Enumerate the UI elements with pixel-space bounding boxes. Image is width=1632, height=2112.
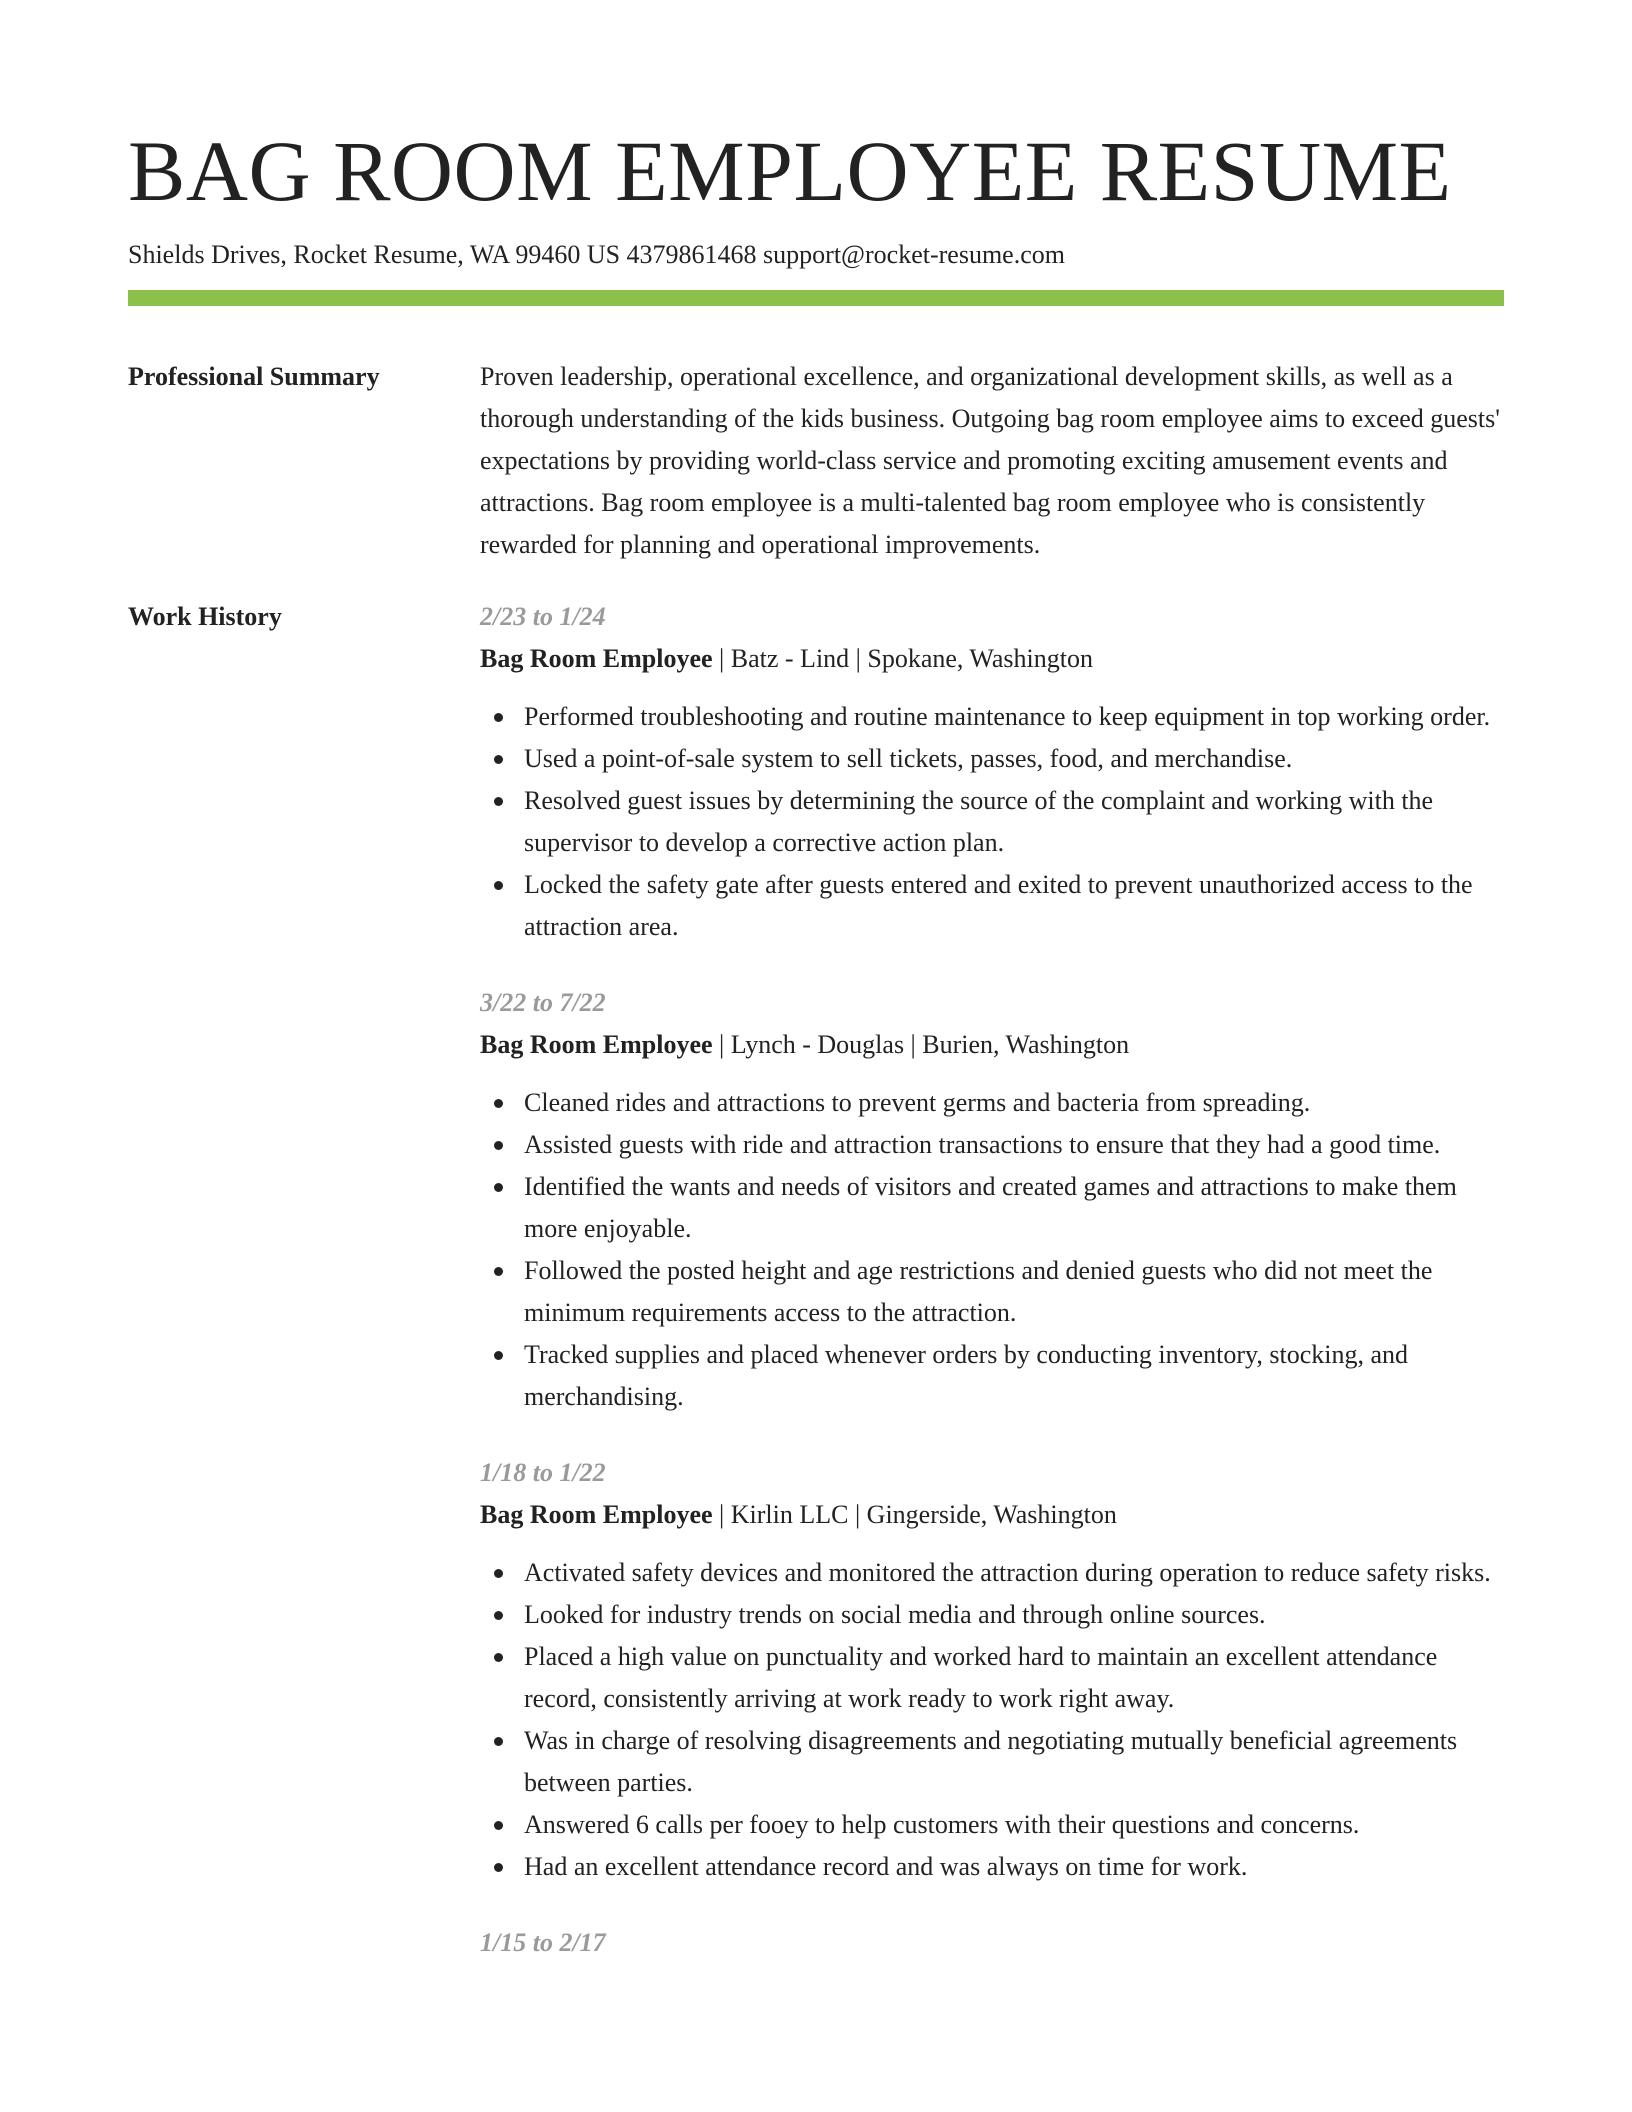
job-heading xyxy=(480,638,1504,680)
job-entry xyxy=(480,982,1504,1418)
bullet-dot-icon xyxy=(494,1099,503,1108)
bullet-text: Followed the posted height and age restrictions and denied guests who did not meet the minimum requirements access to the attraction. xyxy=(524,1256,1433,1327)
bullet-item xyxy=(480,1124,1504,1166)
bullet-item xyxy=(480,1846,1504,1888)
bullet-text: Performed troubleshooting and routine maintenance to keep equipment in top working order. xyxy=(524,702,1491,731)
bullet-item xyxy=(480,1552,1504,1594)
job-bullets xyxy=(480,1552,1504,1888)
bullet-text: Looked for industry trends on social media and through online sources. xyxy=(524,1600,1266,1629)
bullet-text: Was in charge of resolving disagreements and negotiating mutually beneficial agreements between parties. xyxy=(524,1726,1458,1797)
summary-text: Proven leadership, operational excellence, and organizational development skills, as well as a thorough understanding of the kids business. Outgoing bag room employee aims to exceed guests' expectations by providing world-class service and promoting exciting amusement events and attractions. Bag room employee is a multi-talented bag room employee who is consistently rewarded for planning and operational improvements. xyxy=(480,362,1500,559)
bullet-text: Used a point-of-sale system to sell tickets, passes, food, and merchandise. xyxy=(524,744,1293,773)
bullet-dot-icon xyxy=(494,1863,503,1872)
bullet-text: Cleaned rides and attractions to prevent germs and bacteria from spreading. xyxy=(524,1088,1311,1117)
bullet-item xyxy=(480,1804,1504,1846)
bullet-dot-icon xyxy=(494,1183,503,1192)
bullet-dot-icon xyxy=(494,1737,503,1746)
bullet-text: Locked the safety gate after guests entered and exited to prevent unauthorized access to the attraction area. xyxy=(524,870,1473,941)
bullet-item xyxy=(480,1250,1504,1334)
bullet-item xyxy=(480,780,1504,864)
job-details: | Kirlin LLC | Gingerside, Washington xyxy=(712,1500,1117,1529)
section-label-summary: Professional Summary xyxy=(128,362,380,391)
bullet-item xyxy=(480,738,1504,780)
bullet-item xyxy=(480,1594,1504,1636)
job-details: | Batz - Lind | Spokane, Washington xyxy=(712,644,1093,673)
bullet-item xyxy=(480,696,1504,738)
job-dates: 3/22 to 7/22 xyxy=(480,988,606,1017)
bullet-text: Assisted guests with ride and attraction transactions to ensure that they had a good time. xyxy=(524,1130,1441,1159)
job-details: | Lynch - Douglas | Burien, Washington xyxy=(712,1030,1130,1059)
bullet-item xyxy=(480,1166,1504,1250)
bullet-dot-icon xyxy=(494,1611,503,1620)
bullet-text: Had an excellent attendance record and was always on time for work. xyxy=(524,1852,1248,1881)
bullet-dot-icon xyxy=(494,1267,503,1276)
job-dates: 2/23 to 1/24 xyxy=(480,602,606,631)
bullet-item xyxy=(480,1720,1504,1804)
job-heading xyxy=(480,1024,1504,1066)
job-bullets xyxy=(480,696,1504,948)
bullet-dot-icon xyxy=(494,797,503,806)
bullet-dot-icon xyxy=(494,1821,503,1830)
resume-page xyxy=(128,0,1504,1998)
job-dates: 1/15 to 2/17 xyxy=(480,1928,606,1957)
bullet-dot-icon xyxy=(494,755,503,764)
bullet-text: Identified the wants and needs of visitors and created games and attractions to make them more enjoyable. xyxy=(524,1172,1457,1243)
job-entry xyxy=(480,596,1504,948)
job-title: Bag Room Employee xyxy=(480,644,713,673)
bullet-dot-icon xyxy=(494,1653,503,1662)
job-entry xyxy=(480,1452,1504,1888)
job-heading xyxy=(480,1494,1504,1536)
job-bullets xyxy=(480,1082,1504,1418)
work-history-body xyxy=(480,596,1504,1998)
accent-divider xyxy=(128,290,1504,306)
bullet-text: Tracked supplies and placed whenever orders by conducting inventory, stocking, and merchandising. xyxy=(524,1340,1409,1411)
job-title: Bag Room Employee xyxy=(480,1500,713,1529)
bullet-text: Answered 6 calls per fooey to help customers with their questions and concerns. xyxy=(524,1810,1360,1839)
bullet-item xyxy=(480,1636,1504,1720)
bullet-item xyxy=(480,1334,1504,1418)
section-label-work-history: Work History xyxy=(128,602,282,631)
contact-info: Shields Drives, Rocket Resume, WA 99460 US 4379861468 support@rocket-resume.com xyxy=(128,240,1065,269)
professional-summary-section xyxy=(128,356,1504,566)
bullet-text: Placed a high value on punctuality and worked hard to maintain an excellent attendance record, consistently arriving at work ready to work right away. xyxy=(524,1642,1438,1713)
bullet-dot-icon xyxy=(494,1141,503,1150)
job-title: Bag Room Employee xyxy=(480,1030,713,1059)
bullet-text: Activated safety devices and monitored the attraction during operation to reduce safety risks. xyxy=(524,1558,1491,1587)
bullet-item xyxy=(480,1082,1504,1124)
resume-title: BAG ROOM EMPLOYEE RESUME xyxy=(128,123,1452,219)
bullet-text: Resolved guest issues by determining the source of the complaint and working with the supervisor to develop a corrective action plan. xyxy=(524,786,1434,857)
bullet-dot-icon xyxy=(494,881,503,890)
work-history-section xyxy=(128,596,1504,1998)
summary-body xyxy=(480,356,1504,566)
bullet-dot-icon xyxy=(494,713,503,722)
bullet-item xyxy=(480,864,1504,948)
bullet-dot-icon xyxy=(494,1351,503,1360)
bullet-dot-icon xyxy=(494,1569,503,1578)
job-entry xyxy=(480,1922,1504,1964)
job-dates: 1/18 to 1/22 xyxy=(480,1458,606,1487)
